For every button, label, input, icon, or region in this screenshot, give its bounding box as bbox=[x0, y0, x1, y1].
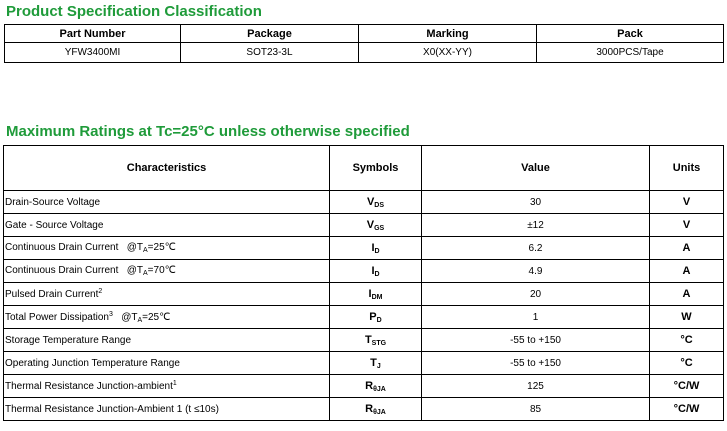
characteristic-label: Storage Temperature Range bbox=[5, 334, 132, 346]
table-row bbox=[4, 352, 724, 375]
symbol-letter: P bbox=[369, 310, 377, 323]
product-spec-table bbox=[4, 24, 724, 63]
symbol-letter: I bbox=[371, 264, 375, 277]
value-cell: 20 bbox=[422, 283, 650, 306]
symbol-cell bbox=[330, 260, 422, 283]
unit-cell: A bbox=[650, 283, 724, 306]
table-row bbox=[4, 398, 724, 421]
value-cell: 4.9 bbox=[422, 260, 650, 283]
characteristic-cell bbox=[4, 375, 330, 398]
condition-subscript: A bbox=[137, 316, 143, 324]
condition-text: @T bbox=[126, 242, 143, 253]
value-cell: 30 bbox=[422, 191, 650, 214]
ratings-header-row bbox=[4, 146, 724, 191]
unit-cell: W bbox=[650, 306, 724, 329]
header-pack: Pack bbox=[537, 25, 724, 43]
symbol-subscript: D bbox=[376, 316, 382, 324]
unit-cell: A bbox=[650, 260, 724, 283]
unit-cell: V bbox=[650, 214, 724, 237]
symbol-subscript: θJA bbox=[373, 385, 386, 393]
characteristic-label: Thermal Resistance Junction-Ambient 1 (t ≤10s) bbox=[5, 403, 219, 415]
characteristic-label: Operating Junction Temperature Range bbox=[5, 357, 180, 369]
symbol-subscript: D bbox=[374, 247, 380, 255]
spec-section-title: Product Specification Classification bbox=[6, 3, 262, 20]
symbol-cell bbox=[330, 306, 422, 329]
value-cell: ±12 bbox=[422, 214, 650, 237]
footnote-ref: 3 bbox=[108, 310, 113, 318]
marking-value: X0(XX-YY) bbox=[359, 43, 537, 63]
header-value: Value bbox=[422, 146, 650, 191]
condition-value: =25℃ bbox=[147, 242, 176, 253]
symbol-subscript: θJA bbox=[373, 408, 386, 416]
symbol-letter: V bbox=[366, 218, 375, 231]
characteristic-cell bbox=[4, 352, 330, 375]
symbol-cell bbox=[330, 398, 422, 421]
unit-cell: °C/W bbox=[650, 398, 724, 421]
symbol-letter: T bbox=[370, 356, 377, 369]
symbol-subscript: GS bbox=[374, 224, 385, 232]
condition-value: =25℃ bbox=[142, 311, 171, 323]
symbol-subscript: J bbox=[376, 362, 381, 370]
characteristic-label: Total Power Dissipation bbox=[5, 311, 109, 323]
symbol-cell bbox=[330, 191, 422, 214]
condition-text: @T bbox=[121, 311, 138, 323]
symbol-letter: V bbox=[366, 195, 375, 208]
unit-cell: °C/W bbox=[650, 375, 724, 398]
part-number-value: YFW3400MI bbox=[5, 43, 181, 63]
symbol-subscript: STG bbox=[371, 339, 387, 347]
table-row bbox=[4, 306, 724, 329]
unit-cell: °C bbox=[650, 352, 724, 375]
value-cell: 1 bbox=[422, 306, 650, 329]
condition-subscript: A bbox=[143, 270, 148, 277]
header-marking: Marking bbox=[359, 25, 537, 43]
table-row bbox=[4, 329, 724, 352]
unit-cell: A bbox=[650, 237, 724, 260]
symbol-letter: R bbox=[365, 402, 374, 415]
symbol-cell bbox=[330, 329, 422, 352]
characteristic-cell bbox=[4, 329, 330, 352]
characteristic-cell bbox=[4, 214, 330, 237]
header-package: Package bbox=[181, 25, 359, 43]
characteristic-cell bbox=[4, 260, 330, 283]
characteristic-label: Continuous Drain Current bbox=[5, 265, 119, 276]
header-symbols: Symbols bbox=[330, 146, 422, 191]
symbol-letter: I bbox=[368, 287, 372, 300]
symbol-cell bbox=[330, 352, 422, 375]
characteristic-label: Pulsed Drain Current bbox=[5, 289, 99, 300]
table-row bbox=[4, 214, 724, 237]
condition-subscript: A bbox=[143, 247, 148, 254]
characteristic-label: Thermal Resistance Junction-ambient bbox=[5, 381, 173, 392]
symbol-letter: R bbox=[365, 379, 374, 392]
pack-value: 3000PCS/Tape bbox=[537, 43, 724, 63]
characteristic-cell bbox=[4, 306, 330, 329]
symbol-letter: I bbox=[371, 241, 375, 254]
value-cell: 85 bbox=[422, 398, 650, 421]
condition-text: @T bbox=[126, 265, 143, 276]
table-row bbox=[4, 260, 724, 283]
spec-data-row bbox=[5, 43, 724, 63]
value-cell: -55 to +150 bbox=[422, 329, 650, 352]
table-row bbox=[4, 375, 724, 398]
value-cell: 6.2 bbox=[422, 237, 650, 260]
characteristic-cell bbox=[4, 237, 330, 260]
unit-cell: °C bbox=[650, 329, 724, 352]
characteristic-cell bbox=[4, 283, 330, 306]
symbol-cell bbox=[330, 283, 422, 306]
ratings-section-title: Maximum Ratings at Tc=25°C unless otherwise specified bbox=[6, 123, 410, 140]
header-units: Units bbox=[650, 146, 724, 191]
symbol-cell bbox=[330, 237, 422, 260]
package-value: SOT23-3L bbox=[181, 43, 359, 63]
value-cell: -55 to +150 bbox=[422, 352, 650, 375]
symbol-subscript: DM bbox=[371, 293, 383, 301]
footnote-ref: 2 bbox=[98, 288, 103, 295]
footnote-ref: 1 bbox=[172, 380, 177, 387]
symbol-cell bbox=[330, 375, 422, 398]
maximum-ratings-table bbox=[3, 145, 724, 421]
characteristic-label: Continuous Drain Current bbox=[5, 242, 119, 253]
table-row bbox=[4, 191, 724, 214]
value-cell: 125 bbox=[422, 375, 650, 398]
characteristic-cell bbox=[4, 398, 330, 421]
symbol-subscript: D bbox=[374, 270, 380, 278]
condition-value: =70℃ bbox=[147, 265, 176, 276]
characteristic-cell bbox=[4, 191, 330, 214]
header-part-number: Part Number bbox=[5, 25, 181, 43]
spec-header-row bbox=[5, 25, 724, 43]
header-characteristics: Characteristics bbox=[4, 146, 330, 191]
symbol-cell bbox=[330, 214, 422, 237]
unit-cell: V bbox=[650, 191, 724, 214]
symbol-subscript: DS bbox=[374, 201, 385, 209]
table-row bbox=[4, 237, 724, 260]
table-row bbox=[4, 283, 724, 306]
characteristic-label: Drain-Source Voltage bbox=[5, 196, 101, 208]
symbol-letter: T bbox=[364, 333, 372, 346]
characteristic-label: Gate - Source Voltage bbox=[5, 219, 104, 231]
